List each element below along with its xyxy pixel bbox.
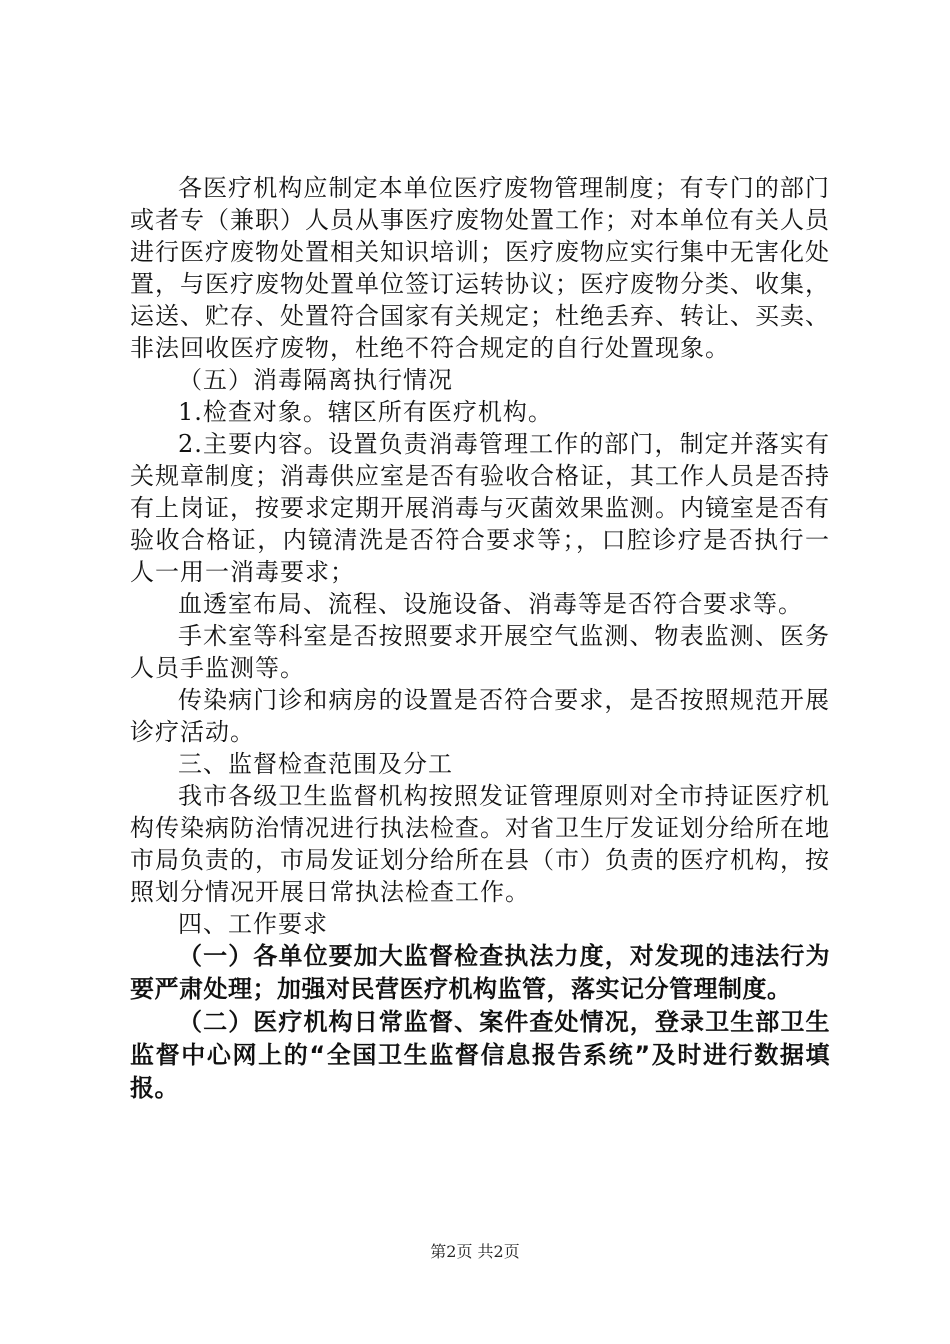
heading-scope: 三、监督检查范围及分工 [178,750,453,778]
paragraph-requirement-1: （一）各单位要加大监督检查执法力度，对发现的违法行为要严肃处理；加强对民营医疗机构监管，落实记分管理制度。 [130,942,830,1003]
document-body [130,172,830,1105]
paragraph-scope: 我市各级卫生监督机构按照发证管理原则对全市持证医疗机构传染病防治情况进行执法检查。对省卫生厅发证划分给所在地市局负责的，市局发证划分给所在县（市）负责的医疗机构，按照划分情况开展日常执法检查工作。 [130,782,830,906]
paragraph-infectious-clinic: 传染病门诊和病房的设置是否符合要求，是否按照规范开展诊疗活动。 [130,686,830,746]
paragraph-dialysis: 血透室布局、流程、设施设备、消毒等是否符合要求等。 [178,590,803,618]
page-number: 第2页 共2页 [430,1242,520,1261]
heading-requirements: 四、工作要求 [178,910,328,938]
paragraph-main-content: 2.主要内容。设置负责消毒管理工作的部门，制定并落实有关规章制度；消毒供应室是否有验收合格证，其工作人员是否持有上岗证，按要求定期开展消毒与灭菌效果监测。内镜室是否有验收合格证，内镜清洗是否符合要求等；，口腔诊疗是否执行一人一用一消毒要求； [130,430,830,586]
paragraph-operating-room: 手术室等科室是否按照要求开展空气监测、物表监测、医务人员手监测等。 [130,622,830,682]
paragraph-medical-waste: 各医疗机构应制定本单位医疗废物管理制度；有专门的部门或者专（兼职）人员从事医疗废物处置工作；对本单位有关人员进行医疗废物处置相关知识培训；医疗废物应实行集中无害化处置，与医疗废物处置单位签订运转协议；医疗废物分类、收集，运送、贮存、处置符合国家有关规定；杜绝丢弃、转让、买卖、非法回收医疗废物，杜绝不符合规定的自行处置现象。 [130,174,830,362]
heading-disinfection: （五）消毒隔离执行情况 [178,366,453,394]
paragraph-requirement-2: （二）医疗机构日常监督、案件查处情况，登录卫生部卫生监督中心网上的“全国卫生监督信息报告系统”及时进行数据填报。 [130,1008,830,1102]
paragraph-inspection-target: 1.检查对象。辖区所有医疗机构。 [178,398,553,426]
